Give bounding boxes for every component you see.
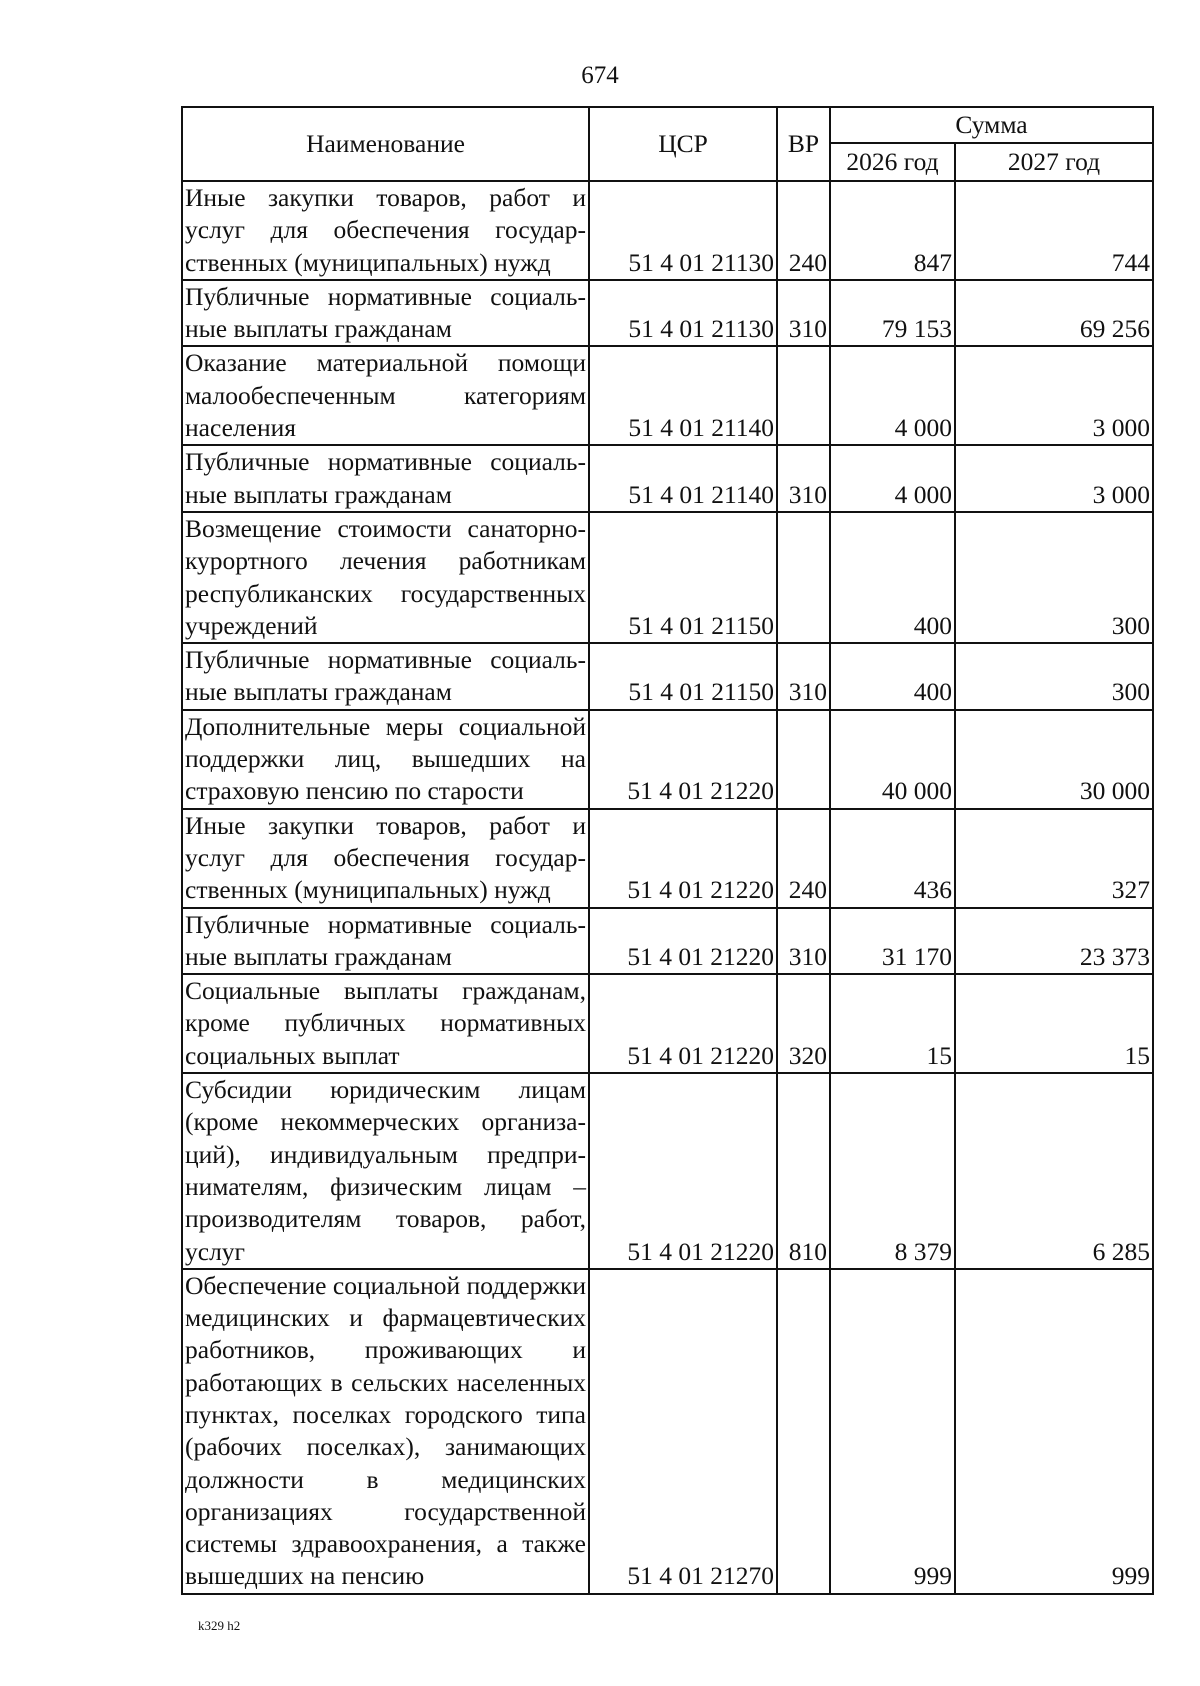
row-csr: 51 4 01 21130 (589, 280, 777, 347)
row-csr: 51 4 01 21220 (589, 1073, 777, 1269)
row-sum-2027: 6 285 (955, 1073, 1153, 1269)
row-sum-2027: 327 (955, 809, 1153, 908)
footer-code: k329 h2 (198, 1618, 241, 1633)
table-row (182, 445, 1153, 512)
row-name: Обеспечение социальной поддержки медицинских и фармацевтических работников, проживающих и работающих в сельских населенных пунктах, поселках городского типа (рабочих поселках), занимающих должности в медицинских организациях государственной системы здравоохранения, а также вышедших на пенсию (182, 1269, 589, 1594)
budget-table (181, 106, 1154, 1595)
table-row (182, 181, 1153, 280)
row-sum-2027: 15 (955, 974, 1153, 1073)
row-csr: 51 4 01 21220 (589, 809, 777, 908)
table-row (182, 1269, 1153, 1594)
row-name: Субсидии юридическим лицам (кроме некоммерческих организаций), индивидуальным предпринимателям, физическим лицам – производителям товаров, работ, услуг (182, 1073, 589, 1269)
row-sum-2026: 400 (830, 643, 955, 710)
row-vr (777, 512, 830, 643)
table-row (182, 1073, 1153, 1269)
row-vr: 240 (777, 181, 830, 280)
row-sum-2026: 436 (830, 809, 955, 908)
row-vr: 310 (777, 445, 830, 512)
row-name: Публичные нормативные социальные выплаты гражданам (182, 280, 589, 347)
row-csr: 51 4 01 21150 (589, 512, 777, 643)
header-year-2027: 2027 год (955, 143, 1153, 181)
row-sum-2027: 3 000 (955, 346, 1153, 445)
row-csr: 51 4 01 21220 (589, 908, 777, 975)
row-sum-2026: 31 170 (830, 908, 955, 975)
row-csr: 51 4 01 21220 (589, 974, 777, 1073)
row-vr (777, 346, 830, 445)
row-vr: 310 (777, 280, 830, 347)
row-sum-2026: 8 379 (830, 1073, 955, 1269)
table-row (182, 280, 1153, 347)
row-csr: 51 4 01 21150 (589, 643, 777, 710)
row-sum-2026: 400 (830, 512, 955, 643)
row-name: Дополнительные меры социальной поддержки лиц, вышедших на страховую пенсию по старости (182, 710, 589, 809)
row-sum-2027: 69 256 (955, 280, 1153, 347)
page-number: 674 (581, 62, 619, 89)
table-row (182, 908, 1153, 975)
row-vr: 310 (777, 908, 830, 975)
row-sum-2026: 79 153 (830, 280, 955, 347)
row-sum-2026: 15 (830, 974, 955, 1073)
table-row (182, 974, 1153, 1073)
row-sum-2027: 23 373 (955, 908, 1153, 975)
row-sum-2027: 3 000 (955, 445, 1153, 512)
row-vr: 320 (777, 974, 830, 1073)
row-sum-2026: 999 (830, 1269, 955, 1594)
row-sum-2027: 744 (955, 181, 1153, 280)
table-row (182, 643, 1153, 710)
row-name: Возмещение стоимости санаторно-курортного лечения работникам республиканских государственных учреждений (182, 512, 589, 643)
row-csr: 51 4 01 21140 (589, 346, 777, 445)
table-row (182, 512, 1153, 643)
table-header (182, 107, 1153, 181)
row-name: Публичные нормативные социальные выплаты гражданам (182, 445, 589, 512)
row-vr: 240 (777, 809, 830, 908)
row-csr: 51 4 01 21130 (589, 181, 777, 280)
table-row (182, 346, 1153, 445)
row-sum-2026: 847 (830, 181, 955, 280)
row-vr (777, 1269, 830, 1594)
row-sum-2027: 300 (955, 512, 1153, 643)
header-year-2026: 2026 год (830, 143, 955, 181)
row-vr: 810 (777, 1073, 830, 1269)
row-name: Публичные нормативные социальные выплаты гражданам (182, 643, 589, 710)
row-vr (777, 710, 830, 809)
header-vr: ВР (777, 107, 830, 181)
row-name: Социальные выплаты гражданам, кроме публичных нормативных социальных выплат (182, 974, 589, 1073)
row-sum-2027: 300 (955, 643, 1153, 710)
row-sum-2026: 4 000 (830, 445, 955, 512)
header-csr: ЦСР (589, 107, 777, 181)
header-sum: Сумма (830, 107, 1153, 143)
row-csr: 51 4 01 21270 (589, 1269, 777, 1594)
row-name: Иные закупки товаров, работ и услуг для обеспечения государственных (муниципальных) нужд (182, 181, 589, 280)
row-sum-2027: 999 (955, 1269, 1153, 1594)
table-row (182, 710, 1153, 809)
header-name: Наименование (182, 107, 589, 181)
row-name: Иные закупки товаров, работ и услуг для обеспечения государственных (муниципальных) нужд (182, 809, 589, 908)
row-sum-2026: 40 000 (830, 710, 955, 809)
table-body (182, 181, 1153, 1594)
row-csr: 51 4 01 21140 (589, 445, 777, 512)
row-name: Публичные нормативные социальные выплаты гражданам (182, 908, 589, 975)
row-csr: 51 4 01 21220 (589, 710, 777, 809)
row-sum-2026: 4 000 (830, 346, 955, 445)
row-name: Оказание материальной помощи малообеспеченным категориям населения (182, 346, 589, 445)
table-row (182, 809, 1153, 908)
row-vr: 310 (777, 643, 830, 710)
row-sum-2027: 30 000 (955, 710, 1153, 809)
